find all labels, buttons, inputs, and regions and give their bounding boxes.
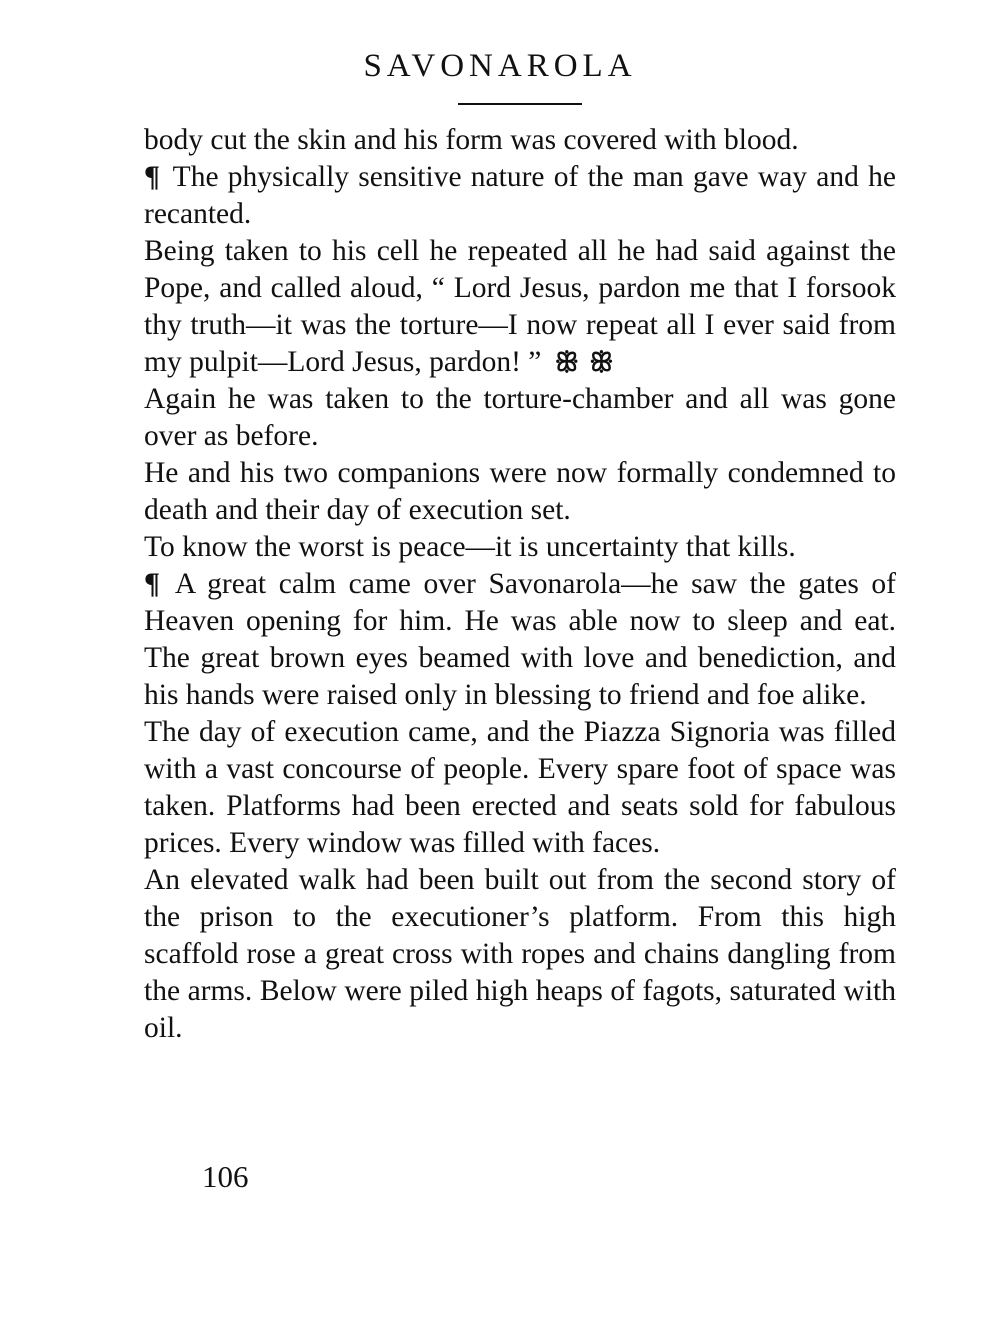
paragraph [144,122,896,159]
body-text [144,122,896,1047]
paragraph-text: The physically sensitive nature of the man gave way and he recanted. [144,161,896,230]
running-head: SAVONAROLA [363,48,637,84]
paragraph [144,455,896,529]
paragraph-text: The day of execution came, and the Piazza Signoria was filled with a vast concourse of people. Every spare foot of space was taken. Platforms had been erected and seats sold for fabulous prices. Every window was filled with faces. [144,716,896,859]
paragraph [144,233,896,381]
paragraph-text: body cut the skin and his form was covered with blood. [144,124,799,156]
paragraph [144,159,896,233]
paragraph-text: Again he was taken to the torture-chamber and all was gone over as before. [144,383,896,452]
pilcrow-icon: ¶ [144,568,160,600]
fleuron-ornament-icon: ꕥ ꕥ [554,348,616,377]
paragraph-text: To know the worst is peace—it is uncertainty that kills. [144,531,796,563]
paragraph-text: An elevated walk had been built out from the second story of the prison to the executioner’s platform. From this high scaffold rose a great cross with ropes and chains dangling from the arms. Below were piled high heaps of fagots, saturated with oil. [144,864,896,1044]
pilcrow-icon: ¶ [144,161,160,193]
paragraph [144,566,896,714]
paragraph [144,529,896,566]
header-rule [458,103,582,105]
paragraph-text: He and his two companions were now formally condemned to death and their day of execution set. [144,457,896,526]
paragraph-text: Being taken to his cell he repeated all he had said against the Pope, and called aloud, “ Lord Jesus, pardon me that I forsook thy truth—it was the torture—I now repeat all I ever said from my pulpit—Lord Jesus, pardon! ” [144,235,896,378]
paragraph [144,862,896,1047]
paragraph-text: A great calm came over Savonarola—he saw the gates of Heaven opening for him. He was able now to sleep and eat. The great brown eyes beamed with love and benediction, and his hands were raised only in blessing to friend and foe alike. [144,568,896,711]
page-number: 106 [202,1159,249,1194]
paragraph [144,381,896,455]
paragraph [144,714,896,862]
